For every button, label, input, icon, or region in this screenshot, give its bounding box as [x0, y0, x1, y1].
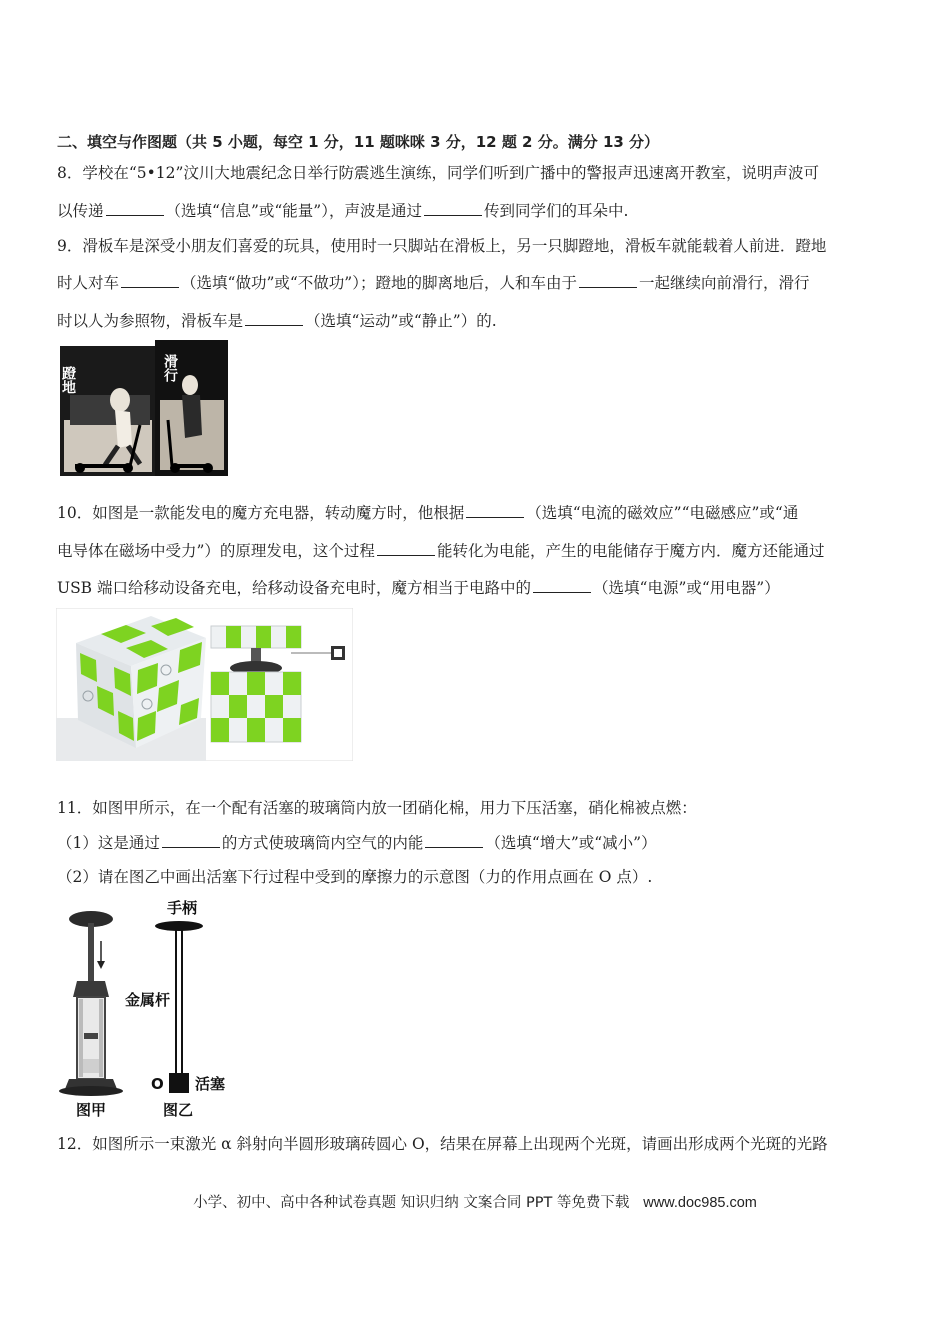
q10-text-a: 10．如图是一款能发电的魔方充电器，转动魔方时，他根据	[57, 504, 465, 522]
q8-line-2	[57, 200, 900, 222]
answer-blank[interactable]	[466, 503, 524, 518]
scooter-photo	[60, 340, 230, 482]
figure-jia-label: 图甲	[76, 1101, 107, 1119]
q8-text-c: 传到同学们的耳朵中.	[483, 202, 629, 220]
piston-label: 活塞	[195, 1075, 226, 1093]
point-o-label: O	[151, 1075, 164, 1093]
q9-text-d: 时以人为参照物，滑板车是	[57, 312, 244, 330]
answer-blank[interactable]	[425, 833, 483, 848]
q9-text-b: （选填“做功”或“不做功”）；蹬地的脚离地后，人和车由于	[181, 274, 577, 292]
q10-text-b: （选填“电流的磁效应”“电磁感应”或“通	[526, 504, 799, 522]
answer-blank[interactable]	[533, 578, 591, 593]
q11-line-3: （2）请在图乙中画出活塞下行过程中受到的摩擦力的示意图（力的作用点画在 O 点）.	[57, 868, 653, 886]
q10-line-3	[57, 577, 900, 599]
section-title: 二、填空与作图题（共 5 小题，每空 1 分，11 题咪咪 3 分，12 题 2 分。满分 13 分）	[57, 133, 660, 151]
fire-syringe-figure	[55, 893, 245, 1123]
q9-line-1: 9．滑板车是深受小朋友们喜爱的玩具，使用时一只脚站在滑板上，另一只脚蹬地，滑板车就能载着人前进．蹬地	[57, 237, 827, 255]
q11-line-2	[57, 832, 900, 854]
photo-label-right: 滑行	[162, 354, 178, 382]
q9-text-c: 一起继续向前滑行，滑行	[638, 274, 810, 292]
page-footer	[0, 1191, 950, 1212]
answer-blank[interactable]	[162, 833, 220, 848]
q10-text-c: 电导体在磁场中受力”）的原理发电，这个过程	[57, 542, 375, 560]
q9-line-3	[57, 310, 900, 332]
handle-label: 手柄	[167, 899, 198, 917]
q9-text-a: 时人对车	[57, 274, 120, 292]
answer-blank[interactable]	[106, 201, 164, 216]
q11-line-1: 11．如图甲所示，在一个配有活塞的玻璃筒内放一团硝化棉，用力下压活塞，硝化棉被点燃：	[57, 799, 697, 817]
q11-text-c: （选填“增大”或“减小”）	[485, 834, 657, 852]
footer-site-link[interactable]: www.doc985.com	[643, 1195, 757, 1211]
q10-text-f: （选填“电源”或“用电器”）	[593, 579, 780, 597]
footer-text: 小学、初中、高中各种试卷真题 知识归纳 文案合同 PPT 等免费下载	[193, 1195, 630, 1211]
figure-jia	[59, 911, 123, 1119]
q11-text-b: 的方式使玻璃筒内空气的内能	[221, 834, 424, 852]
photo-label-left: 蹬地	[60, 366, 76, 394]
q10-text-e: USB 端口给移动设备充电，给移动设备充电时，魔方相当于电路中的	[57, 579, 532, 597]
cube-charger-figure	[56, 608, 353, 761]
q10-text-d: 能转化为电能，产生的电能储存于魔方内．魔方还能通过	[436, 542, 825, 560]
q8-text-b: （选填“信息”或“能量”），声波是通过	[165, 202, 422, 220]
answer-blank[interactable]	[424, 201, 482, 216]
rod-label: 金属杆	[125, 991, 171, 1009]
q8-text-a: 以传递	[57, 202, 104, 220]
q10-line-1	[57, 502, 900, 524]
q8-line-1: 8．学校在“5•12”汶川大地震纪念日举行防震逃生演练，同学们听到广播中的警报声迅速离开教室，说明声波可	[57, 164, 819, 182]
q12-line-1: 12．如图所示一束激光 α 斜射向半圆形玻璃砖圆心 O，结果在屏幕上出现两个光斑，请画出形成两个光斑的光路	[57, 1135, 828, 1153]
figure-yi-label: 图乙	[163, 1101, 194, 1119]
q11-text-a: （1）这是通过	[57, 834, 160, 852]
answer-blank[interactable]	[377, 541, 435, 556]
figure-yi	[125, 899, 225, 1119]
q9-text-e: （选填“运动”或“静止”）的.	[305, 312, 497, 330]
answer-blank[interactable]	[245, 311, 303, 326]
q9-line-2	[57, 272, 900, 294]
answer-blank[interactable]	[579, 273, 637, 288]
answer-blank[interactable]	[121, 273, 179, 288]
q10-line-2	[57, 540, 900, 562]
